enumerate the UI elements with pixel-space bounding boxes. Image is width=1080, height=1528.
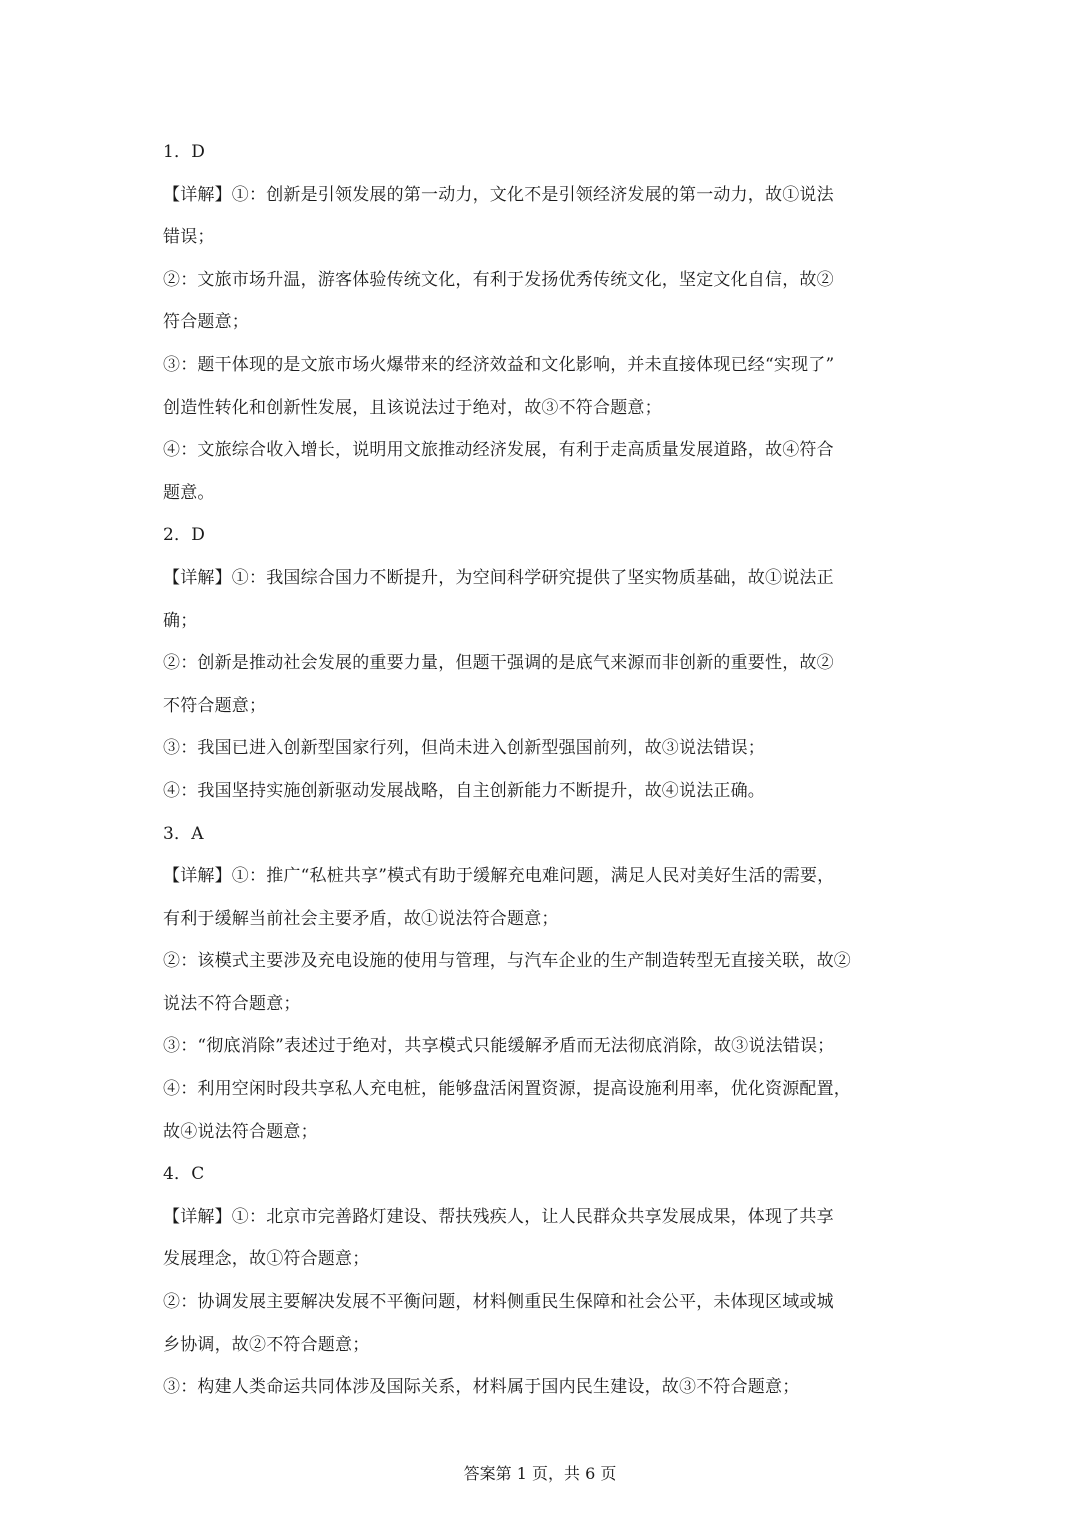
answer-content xyxy=(163,131,933,1409)
answer-text-line: 故④说法符合题意； xyxy=(163,1121,318,1142)
answer-text-line: 【详解】①：北京市完善路灯建设、帮扶残疾人，让人民群众共享发展成果，体现了共享 xyxy=(163,1206,834,1227)
answer-text-line: 错误； xyxy=(163,227,215,248)
answer-text-line: ②：该模式主要涉及充电设施的使用与管理，与汽车企业的生产制造转型无直接关联，故② xyxy=(163,951,851,972)
answer-text-line: ④：我国坚持实施创新驱动发展战略，自主创新能力不断提升，故④说法正确。 xyxy=(163,780,765,801)
answer-text-line: ②：协调发展主要解决发展不平衡问题，材料侧重民生保障和社会公平，未体现区域或城 xyxy=(163,1292,834,1313)
answer-text-line: ②：创新是推动社会发展的重要力量，但题干强调的是底气来源而非创新的重要性，故② xyxy=(163,653,834,674)
answer-text-line: 【详解】①：我国综合国力不断提升，为空间科学研究提供了坚实物质基础，故①说法正 xyxy=(163,567,834,588)
answer-text-line: 确； xyxy=(163,610,198,631)
page-footer: 答案第 1 页，共 6 页 xyxy=(463,1464,617,1483)
answer-text-line: 创造性转化和创新性发展，且该说法过于绝对，故③不符合题意； xyxy=(163,397,662,418)
question-number-3: 3．A xyxy=(163,823,204,844)
answer-text-line: 【详解】①：推广“私桩共享”模式有助于缓解充电难问题，满足人民对美好生活的需要， xyxy=(163,866,835,887)
answer-text-line: ③：“彻底消除”表述过于绝对，共享模式只能缓解矛盾而无法彻底消除，故③说法错误； xyxy=(163,1036,835,1057)
answer-text-line: 题意。 xyxy=(163,482,215,503)
answer-text-line: 不符合题意； xyxy=(163,695,267,716)
question-number-2: 2．D xyxy=(163,525,206,546)
answer-text-line: 【详解】①：创新是引领发展的第一动力，文化不是引领经济发展的第一动力，故①说法 xyxy=(163,184,834,205)
answer-text-line: ②：文旅市场升温，游客体验传统文化，有利于发扬优秀传统文化，坚定文化自信，故② xyxy=(163,269,834,290)
answer-text-line: 乡协调，故②不符合题意； xyxy=(163,1334,370,1355)
answer-text-line: ③：我国已进入创新型国家行列，但尚未进入创新型强国前列，故③说法错误； xyxy=(163,738,765,759)
question-number-4: 4．C xyxy=(163,1164,205,1185)
answer-text-line: ④：文旅综合收入增长，说明用文旅推动经济发展，有利于走高质量发展道路，故④符合 xyxy=(163,440,834,461)
answer-text-line: 符合题意； xyxy=(163,312,249,333)
answer-text-line: 有利于缓解当前社会主要矛盾，故①说法符合题意； xyxy=(163,908,559,929)
answer-text-line: ③：构建人类命运共同体涉及国际关系，材料属于国内民生建设，故③不符合题意； xyxy=(163,1377,800,1398)
answer-text-line: ④：利用空闲时段共享私人充电桩，能够盘活闲置资源，提高设施利用率，优化资源配置， xyxy=(163,1079,851,1100)
answer-text-line: 发展理念，故①符合题意； xyxy=(163,1249,370,1270)
answer-text-line: 说法不符合题意； xyxy=(163,993,301,1014)
question-number-1: 1．D xyxy=(163,142,206,162)
answer-text-line: ③：题干体现的是文旅市场火爆带来的经济效益和文化影响，并未直接体现已经“实现了” xyxy=(163,354,835,375)
